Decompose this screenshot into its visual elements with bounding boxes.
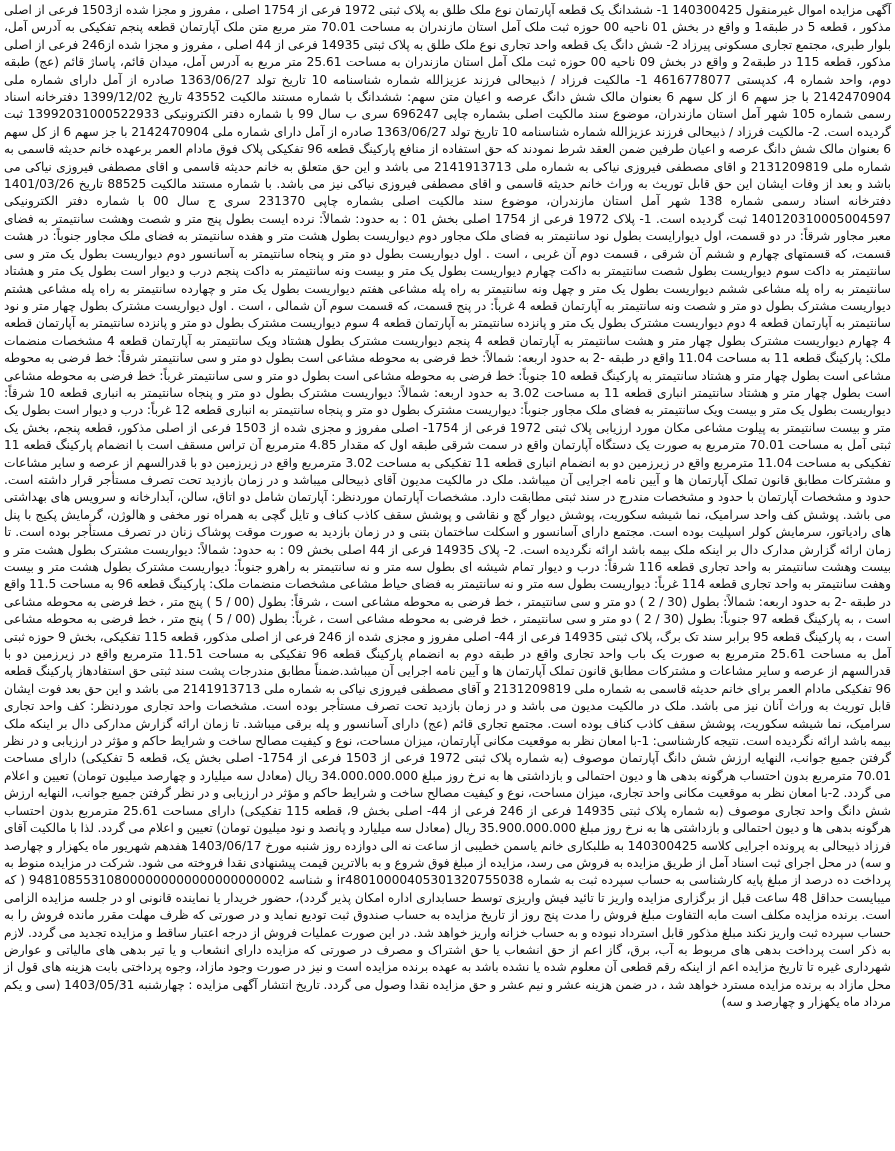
notice-body-text: آگهی مزایده اموال غیرمنقول 140300425 1- ششدانگ یک قطعه آپارتمان نوع ملک طلق به پلاک ثبتی 1972 فرعی از 1754 اصلی ، مفروز و مجزا شده از1503 فرعی از اصلی مذکور ، قطعه 5 در طبقه1 و واقع در بخش 01 ناحیه 00 حوزه ثبت ملک آمل استان مازندران به مساحت 70.01 متر مربع متن ملک آپارتمان قطعه پنجم تفکیکی به آدرس آمل، بلوار طبری، مجتمع تجاری مسکونی پیرزاد 2- شش دانگ یک قطعه واحد تجاری نوع ملک طلق به پلاک ثبتی 14935 فرعی از 44 اصلی ، مفروز و مجزا شده از246 فرعی از اصلی مذکور، قطعه 115 در طبقه2 و واقع در بخش 09 ناحیه 00 حوزه ثبت ملک آمل استان مازندران به مساحت 25.61 متر مربع به آدرس آمل، میدان قائم، پاساژ قائم (عج) طبقه دوم، واحد شماره 4، کدپستی 4616778077 1- مالکیت فرزاد / ذبیحالی فرزند عزیزالله شماره شناسنامه 10 تاریخ تولد 1363/06/27 صادره از آمل دارای شماره ملی 2142470904 با جز سهم 6 از کل سهم 6 بعنوان مالک شش دانگ عرصه و اعیان متن سهم: ششدانگ با شماره مستند مالکیت 43552 تاریخ 1399/12/02 دفترخانه اسناد رسمی شماره 105 شهر آمل استان مازندران، موضوع سند مالکیت اصلی بشماره چاپی 696247 سری ب سال 99 با شماره دفتر الکترونیکی 13992031000522933 ثبت گردیده است. 2- مالکیت فرزاد / ذبیحالی فرزند عزیزالله شماره شناسنامه 10 تاریخ تولد 1363/06/27 صادره از آمل دارای شماره ملی 2142470904 با جز سهم 6 از کل سهم 6 بعنوان مالک شش دانگ عرصه و اعیان طرفین ضمن العقد شرط نمودند که حق استفاده از منافع پارکینگ قطعه 96 تفکیکی پلاک فوق مادام العمر برعهده خانم حدیثه قاسمی به شماره ملی 2131209819 و اقای مصطفی فیروزی نیاکی به شماره ملی 2141913713 می باشد و این حق متعلق به خانم حدیثه قاسمی و اقای مصطفی فیروزی نیاکی می باشد و بعد از وفات ایشان این حق قابل توریث به وراث خانم حدیثه قاسمی و اقای مصطفی فیروزی نیاکی نیز می باشد. با شماره مستند مالکیت 88525 تاریخ 1401/03/26 دفترخانه اسناد رسمی شماره 138 شهر آمل استان مازندران، موضوع سند مالکیت اصلی بشماره چاپی 231370 سری ج سال 00 با شماره دفتر الکترونیکی 140120310005004597 ثبت گردیده است. 1- پلاک 1972 فرعی از 1754 اصلی بخش 01 : به حدود: شمالاً: نرده ایست بطول پنج متر و شصت وهشت سانتیمتر به فضای معبر مجاور شرقاً: در دو قسمت، اول دیوارایست بطول نود سانتیمتر به فضای ملک مجاور دوم دیواریست بطول هشت متر و هفده سانتیمتر به فضای ملک مجاور جنوباً: در هشت قسمت، که قسمتهای چهارم و ششم آن شرقی ، قسمت دوم آن غربی ، است . اول دیواریست بطول دو متر و پنجاه سانتیمتر به آسانسور دوم دیواریست بطول یک متر و سی سانتیمتر به داکت سوم دیواریست بطول شصت سانتیمتر به داکت چهارم دیواریست بطول یک متر و بیست ونه سانتیمتر به داکت پنجم درب و دیوار است بطول یک متر و هشتاد سانتیمتر به راه پله مشاعی ششم دیواریست بطول یک متر و چهل ونه سانتیمتر به راه پله مشاعی هفتم دیواریست بطول یک متر و چهارده سانتیمتر به راه پله مشاعی هشتم دیواریست مشترک بطول دو متر و شصت ونه سانتیمتر به آپارتمان قطعه 4 غرباً: در پنج قسمت، که قسمت سوم آن شمالی ، است . اول دیواریست مشترک بطول چهار متر و نود سانتیمتر به آپارتمان قطعه 4 دوم دیواریست مشترک بطول یک متر و پانزده سانتیمتر به آپارتمان قطعه 4 سوم دیواریست مشترک بطول دو متر و پانزده سانتیمتر به آپارتمان قطعه 4 چهارم دیواریست مشترک بطول چهار متر و هشت سانتیمتر به آپارتمان قطعه 4 پنجم دیواریست مشترک بطول هشتاد ویک سانتیمتر به آپارتمان قطعه 4 مشخصات منضمات ملک: پارکینگ قطعه 11 به مساحت 11.04 واقع در طبقه -2 به حدود اربعه: شمالاً: خط فرضی به محوطه مشاعی است بطول دو متر و سی سانتیمتر شرقاً: خط فرضی به محوطه مشاعی است بطول چهار متر و هشتاد سانتیمتر به پارکینگ قطعه 10 جنوباً: خط فرضی به محوطه مشاعی است بطول دو متر و سی سانتیمتر غرباً: خط فرضی به محوطه مشاعی است بطول چهار متر و هشتاد سانتیمتر انباری قطعه 11 به مساحت 3.02 به حدود اربعه: شمالاً: دیواریست مشترک بطول دو متر و پنجاه سانتیمتر به انباری قطعه 10 شرقاً: دیواریست بطول یک متر و بیست ویک سانتیمتر به فضای ملک مجاور جنوباً: دیواریست مشترک بطول دو متر و پنجاه سانتیمتر به انباری قطعه 12 غرباً: درب و دیوار است بطول یک متر و بیست سانتیمتر به پیلوت مشاعی مکان مورد ارزیابی پلاک ثبتی 1972 فرعی از 1754- اصلی مفروز و مجزی شده از 1503 فرعی از اصلی مذکور، قطعه پنجم، بخش یک ثبتی آمل به مساحت 70.01 مترمربع به صورت یک دستگاه آپارتمان واقع در سمت شرقی طبقه اول که مقدار 4.85 مترمربع آن تراس مسقف است با انضمام پارکینگ قطعه 11 تفکیکی به مساحت 11.04 مترمربع واقع در زیرزمین دو به انضمام انباری قطعه 11 تفکیکی به مساحت 3.02 مترمربع واقع در زیرزمین دو با قدرالسهم از عرصه و سایر مشاعات و مشترکات مطابق قانون تملک آپارتمان ها و آیین نامه اجرایی آن میباشد. ملک در مالکیت مدیون آقای ذبیحالی میباشد و در زمان بازدید تحت تصرف مستأجر قرار داشته است. حدود و مشخصات آپارتمان با حدود و مشخصات مندرج در سند ثبتی مطابقت دارد. مشخصات آپارتمان موردنظر: آپارتمان شامل دو اتاق، سالن، آبدارخانه و سرویس های بهداشتی می باشد. پوشش کف واحد سرامیک، نما شیشه سکوریت، پوشش دیوار گچ و نقاشی و پوشش سقف کاذب کناف و تایل گچی به همراه نور مخفی و هالوژن، گرمایش پکیج با پنل های رادیاتور، سرمایش کولر اسپلیت بوده است. مجتمع دارای آسانسور و اسکلت ساختمان بتنی و در زمان بازدید به صورت موقت پوشاک زنان در تصرف مستأجر بوده است. تا زمان ارائه گزارش مدارک دال بر اینکه ملک بیمه باشد ارائه نگردیده است. 2- پلاک 14935 فرعی از 44 اصلی بخش 09 : به حدود: شمالاً: دیواریست مشترک بطول هشت متر و بیست وهشت سانتیمتر به واحد تجاری قطعه 116 شرقاً: درب و دیوار تمام شیشه ای بطول سه متر و نه سانتیمتر به راهرو جنوباً: دیواریست مشترک بطول هشت متر و بیست وهفت سانتیمتر به واحد تجاری قطعه 114 غرباً: دیواریست بطول سه متر و نه سانتیمتر به فضای حیاط مشاعی مشخصات منضمات ملک: پارکینگ قطعه 96 به مساحت 11.5 واقع در طبقه -2 به حدود اربعه: شمالاً: بطول (30 / 2 ) دو متر و سی سانتیمتر ، خط فرضی به محوطه مشاعی است ، شرقاً: بطول (00 / 5 ) پنج متر ، خط فرضی به محوطه مشاعی است ، به پارکینگ قطعه 97 جنوباً: بطول (30 / 2 ) دو متر و سی سانتیمتر ، خط فرضی به محوطه مشاعی است ، غرباً: بطول (00 / 5 ) پنج متر ، خط فرضی به محوطه مشاعی است ، به پارکینگ قطعه 95 برابر سند تک برگ، پلاک ثبتی 14935 فرعی از 44- اصلی مفروز و مجزی شده از 246 فرعی از اصلی مذکور، قطعه 115 تفکیکی، بخش 9 حوزه ثبتی آمل به مساحت 25.61 مترمربع به صورت یک باب واحد تجاری واقع در طبقه دوم به انضمام پارکینگ قطعه 96 تفکیکی به مساحت 11.51 مترمربع واقع در زیرزمین دو با قدرالسهم از عرصه و سایر مشاعات و مشترکات مطابق قانون تملک آپارتمان ها و آیین نامه اجرایی آن میباشد.ضمناً مطابق مندرجات پشت سند ثبتی حق استفادهاز پارکینگ قطعه 96 تفکیکی مادام العمر برای خانم حدیثه قاسمی به شماره ملی 2131209819 و آقای مصطفی فیروزی نیاکی به شماره ملی 2141913713 می باشد و این حق بعد فوت ایشان قابل توریث به وراث آنان نیز می باشد. ملک در مالکیت مدیون می باشد و در زمان بازدید تحت تصرف مستأجر بوده است. مشخصات واحد تجاری موردنظر: کف واحد تجاری سرامیک، نما شیشه سکوریت، پوشش سقف کاذب کناف بوده است. مجتمع تجاری قائم (عج) دارای آسانسور و پله برقی میباشد. تا زمان ارائه گزارش مدارکی دال بر اینکه ملک بیمه باشد ارائه نگردیده است. نتیجه کارشناسی: 1-با امعان نظر به موقعیت مکانی آپارتمان، میزان مساحت، نوع و کیفیت مصالح ساخت و شرایط حاکم و مؤثر در ارزیابی و در نظر گرفتن جمیع جوانب، النهایه ارزش شش دانگ آپارتمان موصوف (به شماره پلاک ثبتی 1972 فرعی از 1503 فرعی از 1754- اصلی بخش یک، قطعه 5 تفکیکی) دارای مساحت 70.01 مترمربع بدون احتساب هرگونه بدهی ها و دیون احتمالی و بازداشتی ها به نرخ روز مبلغ 34.000.000.000 ریال (معادل سه میلیارد و چهارصد میلیون تومان) تعیین و اعلام می گردد. 2-با امعان نظر به موقعیت مکانی واحد تجاری، میزان مساحت، نوع و کیفیت مصالح ساخت و شرایط حاکم و مؤثر در ارزیابی و در نظر گرفتن جمیع جوانب، النهایه ارزش شش دانگ واحد تجاری موصوف (به شماره پلاک ثبتی 14935 فرعی از 246 فرعی از 44- اصلی بخش 9، قطعه 115 تفکیکی) دارای مساحت 25.61 مترمربع بدون احتساب هرگونه بدهی ها و دیون احتمالی و بازداشتی ها به نرخ روز مبلغ 35.900.000.000 ریال (معادل سه میلیارد و پانصد و نود میلیون تومان) تعیین و اعلام می گردد. لذا با مالکیت آقای فرزاد ذبیحالی به پرونده اجرایی کلاسه 140300425 به طلبکاری خانم یاسمن خطیبی از ساعت نه الی دوازده روز شنبه مورخ 1403/06/17 هفدهم شهریور ماه یکهزار و چهارصد و سه) در محل اجرای ثبت اسناد آمل از طریق مزایده به فروش می رسد، مزایده از مبلغ فوق شروع و به بالاترین قیمت پیشنهادی نقدا فروخته می شود. شرکت در مزایده منوط به پرداخت ده درصد از مبلغ پایه کارشناسی به حساب سپرده ثبت به شماره ir48010000405301320755038 و شناسه 948108553108000000000000000000002 ( که میبایست حداقل 48 ساعت قبل از برگزاری مزایده واریز تا تائید فیش واریزی توسط حسابداری اداره امکان پذیر گردد)، حضور خریدار یا نماینده قانونی او در جلسه مزایده الزامی است. برنده مزایده مکلف است مابه التفاوت مبلغ فروش را مدت پنج روز از تاریخ مزایده به حساب صندوق ثبت تودیع نماید و در صورتی که ظرف مهلت مقرر مانده فروش را به حساب سپرده ثبت واریز نکند مبلغ مذکور قابل استرداد نبوده و به حساب خزانه واریز خواهد شد. در این صورت عملیات فروش از درجه اعتبار ساقط و مزایده تجدید می گردد. لازم به ذکر است پرداخت بدهی های مربوط به آب، برق، گاز اعم از حق انشعاب یا حق اشتراک و مصرف در صورتی که مزایده دارای انشعاب و یا تیر بدهی های مالیاتی و عوارض شهرداری غیره تا تاریخ مزایده اعم از اینکه رقم قطعی آن معلوم شده یا نشده باشد به عهده برنده مزایده است و نیز در صورت وجود مازاد، وجوه پرداختی بابت هزینه های قول از محل مازاد به برنده مزایده مسترد خواهد شد ، در ضمن هزینه عشر و نیم عشر و حق مزایده نقدا وصول می گردد. تاریخ انتشار آگهی مزایده : چهارشنبه 1403/05/31 (سی و یکم مرداد ماه یکهزار و چهارصد و سه) [4,3,892,1010]
